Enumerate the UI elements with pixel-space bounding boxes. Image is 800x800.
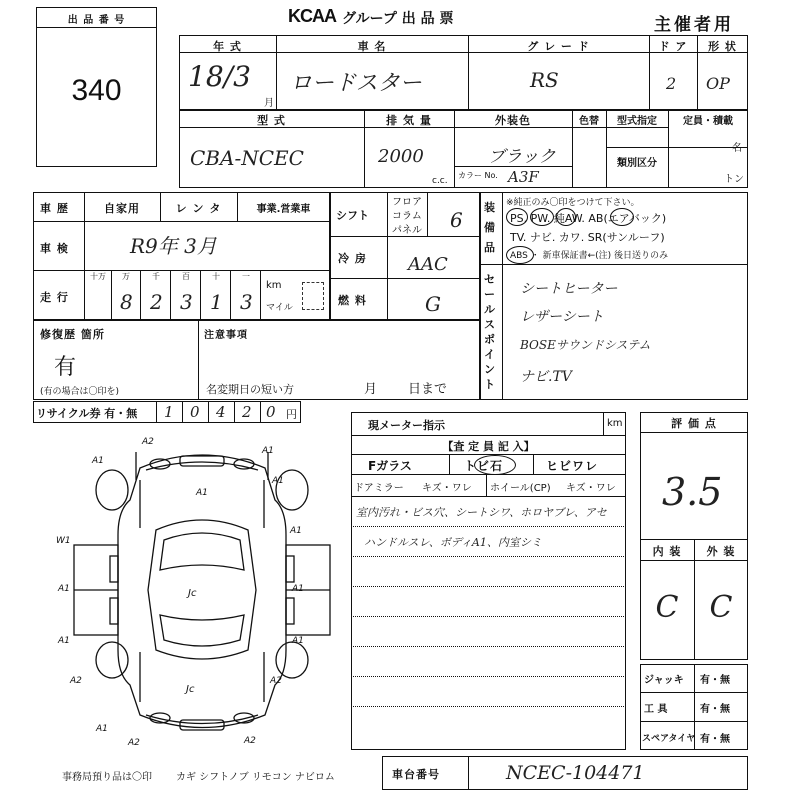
inspection-label: 車 検	[40, 242, 69, 255]
digit-label-4: 十	[212, 272, 220, 281]
notes-day: 日まで	[408, 382, 448, 397]
mileage-label: 走 行	[40, 291, 69, 304]
history-private: 自家用	[104, 202, 140, 215]
s-v1	[387, 192, 388, 320]
model-label: 型 式	[257, 114, 286, 127]
mileage-digit-0: 8	[120, 290, 133, 314]
shift-option-floor: フロア	[392, 197, 422, 208]
selling-point-1: シートヒーター	[520, 281, 618, 297]
remark-2: ハンドルスレ、ボディA1、内室シミ	[364, 536, 542, 549]
doors-label: ド ア	[658, 40, 688, 53]
notes-label: 注意事項	[204, 330, 248, 341]
remark-1: 室内汚れ・ビス穴、シートシワ、ホロヤブレ、アセ	[356, 506, 607, 519]
m-v2	[140, 270, 141, 320]
color-change-label: 色替	[579, 116, 599, 127]
sc-line1	[640, 432, 748, 433]
equipment-note: ※純正のみ〇印をつけて下さい。	[506, 198, 640, 208]
digit-label-2: 千	[152, 272, 160, 281]
diagram-mark-right-sill: A1	[292, 584, 304, 594]
score-value: 3.5	[662, 470, 723, 514]
recycle-digit-2: 4	[216, 403, 226, 421]
digit-label-5: 一	[242, 272, 250, 281]
h-line1	[33, 221, 330, 222]
selling-point-4: ナビ.TV	[520, 369, 572, 385]
history-rental: レ ン タ	[175, 202, 222, 215]
shift-option-column: コラム	[392, 211, 422, 222]
capacity-label: 定員・積載	[683, 116, 733, 127]
i-meter-v	[603, 412, 604, 435]
meter-label: 現メーター指示	[368, 419, 445, 432]
rc-v4	[260, 401, 261, 423]
selling-point-3: BOSEサウンドシステム	[520, 338, 651, 352]
color-no-value: A3F	[508, 168, 539, 186]
abs-circle	[506, 246, 534, 264]
lot-divider	[36, 27, 157, 28]
mirror-label: ドアミラー	[354, 483, 404, 494]
diagram-mark-rear-right: A2	[244, 736, 256, 746]
shift-option-panel: パネル	[392, 225, 422, 236]
fuel-value: G	[425, 292, 441, 316]
diagram-mark-w1: W1	[56, 536, 71, 546]
model-value: CBA-NCEC	[190, 146, 304, 170]
displacement-label: 排 気 量	[386, 114, 432, 127]
aw-circle	[556, 208, 576, 226]
color-no-label: カラー No.	[458, 171, 498, 180]
s-line2	[330, 278, 480, 279]
s-line1	[330, 236, 480, 237]
history-business: 事業.営業車	[256, 204, 311, 215]
e-line	[480, 264, 748, 265]
miles-label: マイル	[266, 303, 293, 313]
i-row-4	[351, 616, 626, 617]
i-row-7	[351, 706, 626, 707]
history-label: 車 歴	[40, 202, 69, 215]
inspection-value: R9年 3月	[130, 234, 217, 258]
jack-value: 有・無	[700, 675, 730, 686]
diagram-mark-right-rear-2: A2	[270, 676, 282, 686]
recycle-digit-4: 0	[266, 403, 276, 421]
chip-label: トビ石	[464, 459, 504, 473]
diagram-mark-front-top: A2	[142, 437, 154, 447]
pw-circle	[530, 208, 554, 226]
name-label: 車 名	[357, 40, 387, 53]
diagram-mark-right-door: A1	[290, 526, 302, 536]
doors-value: 2	[666, 74, 677, 93]
tons-unit: トン	[724, 174, 744, 185]
category-label: 類別区分	[617, 158, 657, 169]
e-v	[502, 192, 503, 400]
spare-label: スペアタイヤ	[642, 734, 696, 744]
r2-line-d	[606, 127, 668, 128]
diagram-mark-rear-left: A1	[96, 724, 108, 734]
repair-label: 修復歴 箇所	[40, 328, 105, 341]
score-label: 評 価 点	[671, 417, 717, 430]
cc-unit: c.c.	[432, 176, 448, 186]
diagram-mark-front-right: A1	[262, 446, 274, 456]
lot-number: 340	[71, 74, 122, 107]
wheel-value: キズ・ワレ	[566, 483, 616, 494]
grade-label: グ レ ー ド	[527, 40, 590, 53]
displacement-value: 2000	[378, 146, 424, 167]
i-v-b	[533, 454, 534, 474]
m-v4	[200, 270, 201, 320]
chassis-value: NCEC-104471	[506, 762, 645, 784]
mileage-digit-1: 2	[150, 290, 163, 314]
m-v6	[260, 270, 261, 320]
tools-label: 工 具	[644, 704, 668, 715]
jack-label: ジャッキ	[644, 675, 684, 686]
ab-circle	[610, 208, 634, 226]
diagram-mark-left-rear: A1	[58, 636, 70, 646]
diagram-mark-left-rear-2: A2	[70, 676, 82, 686]
i-row-3	[351, 586, 626, 587]
year-value: 18/3	[188, 60, 251, 93]
grade-value: RS	[530, 68, 559, 92]
diagram-mark-rear-bottom: A2	[128, 738, 140, 748]
ps-circle	[506, 208, 528, 226]
i-row-2	[351, 556, 626, 557]
rc-v2	[208, 401, 209, 423]
diagram-mark-left-sill: A1	[58, 584, 70, 594]
selling-point-2: レザーシート	[520, 309, 604, 325]
meter-unit: km	[607, 418, 623, 429]
year-label: 年 式	[213, 40, 242, 53]
glass-label: Fガラス	[368, 459, 412, 473]
type-designation-label: 型式指定	[617, 116, 657, 127]
diagram-mark-hood: A1	[196, 488, 208, 498]
equipment-label: 装備品	[484, 201, 495, 254]
mileage-digit-4: 3	[240, 290, 253, 314]
crack-label: ヒビワレ	[546, 459, 599, 473]
repair-value: 有	[54, 355, 77, 380]
r-v	[198, 320, 199, 400]
chassis-label: 車台番号	[392, 768, 440, 781]
equipment-line-1: PS. PW. 純AW. AB(エアバック)	[510, 212, 667, 225]
diagram-mark-right-rear: A1	[292, 636, 304, 646]
persons-unit: 名	[732, 143, 742, 154]
diagram-roof-mark: Jc	[188, 588, 197, 599]
recycle-digit-3: 2	[242, 403, 252, 421]
exterior-value: C	[709, 590, 733, 625]
recycle-unit: 円	[286, 408, 297, 421]
digit-label-0: 十万	[90, 272, 106, 281]
recycle-label: リサイクル券 有・無	[36, 407, 138, 420]
color-label: 外装色	[495, 114, 531, 127]
notes-month: 月	[364, 382, 378, 397]
fuel-label: 燃 料	[338, 294, 367, 307]
chip-circle	[474, 455, 516, 475]
exterior-label: 外 装	[706, 545, 736, 558]
i-row-1	[351, 526, 626, 527]
ch-v	[468, 756, 469, 790]
m-v3	[170, 270, 171, 320]
shape-label: 形 状	[708, 40, 737, 53]
m-v5	[230, 270, 231, 320]
inspector-header: 【査 定 員 記 入】	[442, 440, 535, 453]
m-v1	[111, 270, 112, 320]
mileage-digit-2: 3	[180, 290, 193, 314]
i-line-c	[351, 496, 626, 497]
car-damage-diagram	[60, 440, 345, 750]
name-change-label: 名変期日の短い方	[206, 383, 294, 396]
office-items: カギ シフトノブ リモコン ナビロム	[176, 772, 335, 783]
form-title: グループ 出 品 票	[342, 11, 454, 27]
rc-v3	[234, 401, 235, 423]
lot-label: 出 品 番 号	[67, 15, 126, 26]
i-v-c	[486, 474, 487, 496]
organizer-label: 主催者用	[654, 15, 734, 35]
digit-label-1: 万	[122, 272, 130, 281]
ac-value: AAC	[408, 254, 448, 275]
office-note: 事務局預り品は〇印	[62, 772, 152, 783]
wheel-label: ホイール(CP)	[490, 483, 551, 494]
tools-value: 有・無	[700, 704, 730, 715]
equipment-line-2: TV. ナビ. カワ. SR(サンルーフ)	[510, 231, 665, 244]
diagram-mark-front-right-2: A1	[272, 476, 284, 486]
km-label: km	[266, 280, 282, 291]
shift-label: シフト	[336, 209, 369, 222]
mirror-value: キズ・ワレ	[422, 483, 472, 494]
mileage-digit-3: 1	[210, 290, 223, 314]
i-v-a	[449, 454, 450, 474]
digit-label-3: 百	[182, 272, 190, 281]
r2-line-c	[606, 147, 748, 148]
recycle-digit-0: 1	[164, 403, 174, 421]
name-value: ロードスター	[290, 71, 422, 96]
shift-value: 6	[450, 208, 463, 232]
shape-value: OP	[706, 74, 730, 93]
i-row-6	[351, 676, 626, 677]
equipment-line-3: ABS ・ 新車保証書←(注) 後日送りのみ	[510, 251, 669, 261]
repair-note: (有の場合は〇印を)	[40, 387, 120, 397]
month-suffix: 月	[264, 98, 274, 109]
diagram-rear-mark: Jc	[186, 684, 195, 695]
color-value: ブラック	[488, 147, 556, 167]
diagram-mark-left-front: A1	[92, 456, 104, 466]
rc-v0	[156, 401, 157, 423]
spare-value: 有・無	[700, 734, 730, 745]
rc-v1	[182, 401, 183, 423]
i-row-5	[351, 646, 626, 647]
interior-label: 内 装	[652, 545, 682, 558]
interior-value: C	[655, 590, 679, 625]
brand-logo: KCAA	[288, 6, 336, 26]
selling-points-label: セールスポイント	[484, 273, 495, 391]
recycle-digit-1: 0	[190, 403, 200, 421]
s-v2	[427, 192, 428, 236]
i-meter-line	[351, 435, 626, 436]
ac-label: 冷 房	[338, 252, 367, 265]
miles-checkbox	[302, 282, 324, 310]
